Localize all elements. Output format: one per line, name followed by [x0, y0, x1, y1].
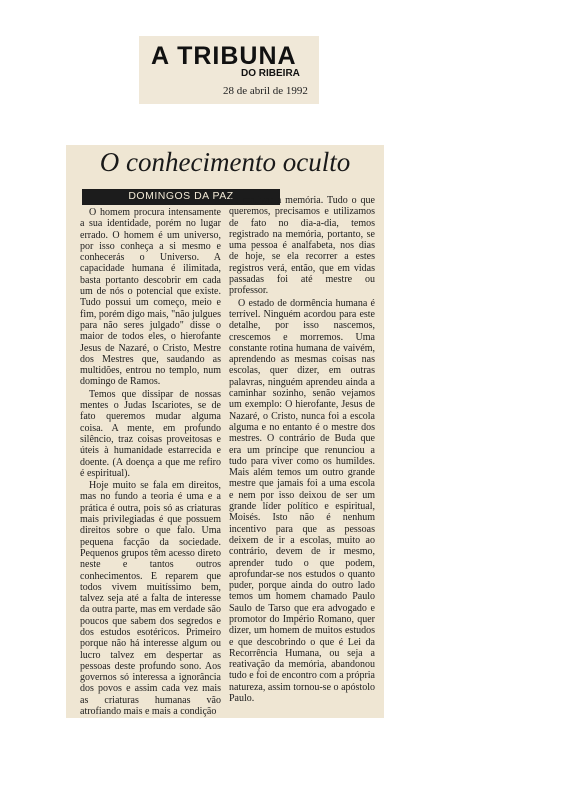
- author-byline: DOMINGOS DA PAZ: [128, 190, 234, 202]
- article-paragraph: Hoje muito se fala em direitos, mas no fundo a teoria é uma e a prática é outra, pois só as criaturas mais privilegiadas é que possuem direitos sobre o que falo. Uma pequena facção da sociedade. Pequenos grupos têm acesso direto neste e tantos outros conhecimentos. E reparem que todos vivem muitíssimo bem, talvez seja até a falta de interesse da outra parte, mas em verdade são poucos que sabem dos segredos e dos estudos esotéricos. Primeiro porque não há interesse algum ou lucro talvez em despertar as pessoas deste profundo sono. Aos governos só interessa a ignorância dos povos e assim cada vez mais as criaturas humanas vão atrofiando mais e mais a condição: [80, 480, 221, 718]
- article-headline: O conhecimento oculto: [99, 147, 351, 177]
- newspaper-subtitle: DO RIBEIRA: [241, 68, 300, 79]
- article-paragraph: O homem procura intensamente a sua identidade, porém no lugar errado. O homem é um universo, por isso conheça a si mesmo e conhecerás o Universo. A capacidade humana é ilimitada, basta portanto descobrir em cada um de nós o potencial que existe. Tudo possui um começo, meio e fim, porém digo mais, "não julgues para não seres julgado" disse o maior de todos eles, o hierofante Jesus de Nazaré, o Cristo, Mestre dos Mestres que, saudando as multidões, entrou no templo, num domingo de Ramos.: [80, 207, 222, 388]
- article-paragraph: Temos que dissipar de nossas mentes o Judas Iscariotes, se de fato queremos mudar alguma coisa. A mente, em profundo silêncio, traz coisas proveitosas e úteis à humanidade estarrecida e doente. (A doença a que me refiro é espiritual).: [80, 388, 221, 479]
- masthead-clipping: [139, 36, 319, 104]
- article-column-right: [229, 195, 375, 704]
- article-paragraph: O estado de dormência humana é terrível. Ninguém acordou para este detalhe, por isso nascemos, crescemos e morremos. Uma constante rotina humana de vaivém, aprendendo as mesmas coisas nas escolas, quer dizer, em outras palavras, ninguém aprendeu ainda a caminhar sozinho, senão vejamos um exemplo: O hierofante, Jesus de Nazaré, o Cristo, nunca foi a escola alguma e no entanto é o mestre dos mestres. O contrário de Buda que era um príncipe que renunciou a tudo para viver como os humildes. Mais além temos um outro grande mestre que jamais foi a uma escola e nem por isso deixou de ser um grande líder político e espiritual, Moisés. Isto não é nenhum incentivo para que as pessoas deixem de ir a escolas, muito ao contrário, devem de ir mesmo, aprender tudo o que podem, aprofundar-se nos estudos o quanto puder, porque ainda do outro lado temos um homem chamado Paulo Saulo de Tarso que era advogado e promotor do Império Romano, quer dizer, um homem de muitos estudos e que descobrindo o que é Lei da Recorrência Humana, ou seja a reativação da memória, abandonou tudo e foi de encontro com a própria natureza, assim tornou-se o apóstolo Paulo.: [229, 297, 375, 705]
- article-clipping: [66, 145, 384, 718]
- newspaper-title: A TRIBUNA: [151, 42, 297, 70]
- publication-date: 28 de abril de 1992: [223, 85, 308, 97]
- article-column-left: [80, 207, 221, 717]
- article-paragraph: de reativar a memória. Tudo o que queremos, precisamos e utilizamos de fato no dia-a-dia, temos registrado na memória, portanto, se uma pessoa é analfabeta, nos dias de hoje, se ela recorrer a estes registros verá, então, que em vidas passadas foi até mestre ou professor.: [229, 195, 375, 297]
